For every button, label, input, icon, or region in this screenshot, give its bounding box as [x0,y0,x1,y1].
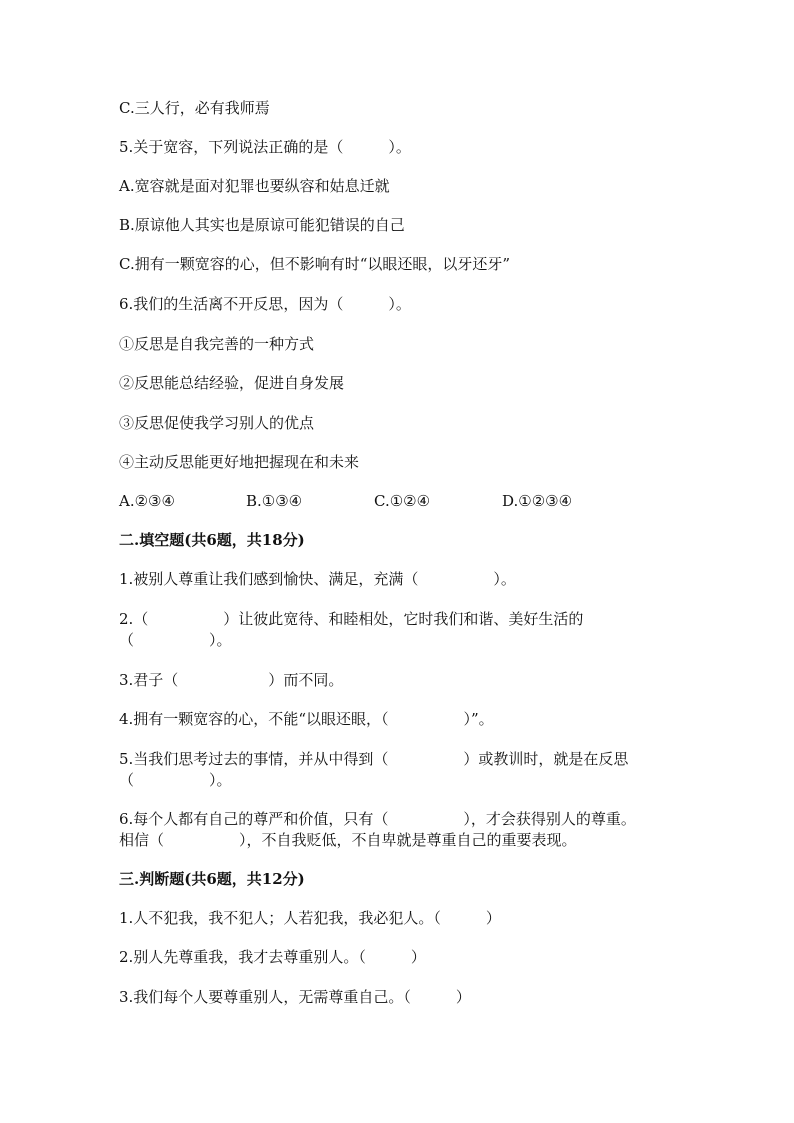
q6-statement-2: ②反思能总结经验，促进自身发展 [119,374,345,392]
judge-q2: 2.别人先尊重我，我才去尊重别人。（ ） [119,948,426,966]
q6-stem: 6.我们的生活离不开反思，因为（ ）。 [119,295,411,313]
fill-q2-line1: 2.（ ）让彼此宽待、和睦相处，它时我们和谐、美好生活的 [119,610,584,628]
q6-statement-3: ③反思促使我学习别人的优点 [119,414,315,432]
fill-q6-line1: 6.每个人都有自己的尊严和价值，只有（ ），才会获得别人的尊重。 [119,810,636,828]
q4-option-c: C.三人行，必有我师焉 [119,99,270,117]
q6-option-b: B.①③④ [246,492,303,510]
fill-q5-line1: 5.当我们思考过去的事情，并从中得到（ ）或教训时，就是在反思 [119,750,629,768]
fill-q3: 3.君子（ ）而不同。 [119,671,344,689]
q5-option-c: C.拥有一颗宽容的心，但不影响有时“以眼还眼，以牙还牙” [119,255,511,273]
judge-q3: 3.我们每个人要尊重别人，无需尊重自己。（ ） [119,988,471,1006]
section-2-heading: 二.填空题(共6题，共18分) [119,531,305,549]
fill-q5-line2: （ ）。 [119,771,232,789]
fill-q6-line2: 相信（ ），不自我贬低，不自卑就是尊重自己的重要表现。 [119,831,577,849]
q6-statement-4: ④主动反思能更好地把握现在和未来 [119,453,360,471]
q5-stem: 5.关于宽容，下列说法正确的是（ ）。 [119,138,411,156]
q6-statement-1: ①反思是自我完善的一种方式 [119,335,315,353]
q6-option-a: A.②③④ [119,492,175,510]
judge-q1: 1.人不犯我，我不犯人；人若犯我，我必犯人。（ ） [119,909,501,927]
section-3-heading: 三.判断题(共6题，共12分) [119,870,305,888]
fill-q1: 1.被别人尊重让我们感到愉快、满足，充满（ ）。 [119,570,516,588]
q6-option-c: C.①②④ [374,492,431,510]
fill-q2-line2: （ ）。 [119,631,232,649]
q6-option-d: D.①②③④ [502,492,573,510]
q5-option-a: A.宽容就是面对犯罪也要纵容和姑息迁就 [119,177,390,195]
fill-q4: 4.拥有一颗宽容的心，不能“以眼还眼，（ ）”。 [119,710,494,728]
q5-option-b: B.原谅他人其实也是原谅可能犯错误的自己 [119,216,405,234]
